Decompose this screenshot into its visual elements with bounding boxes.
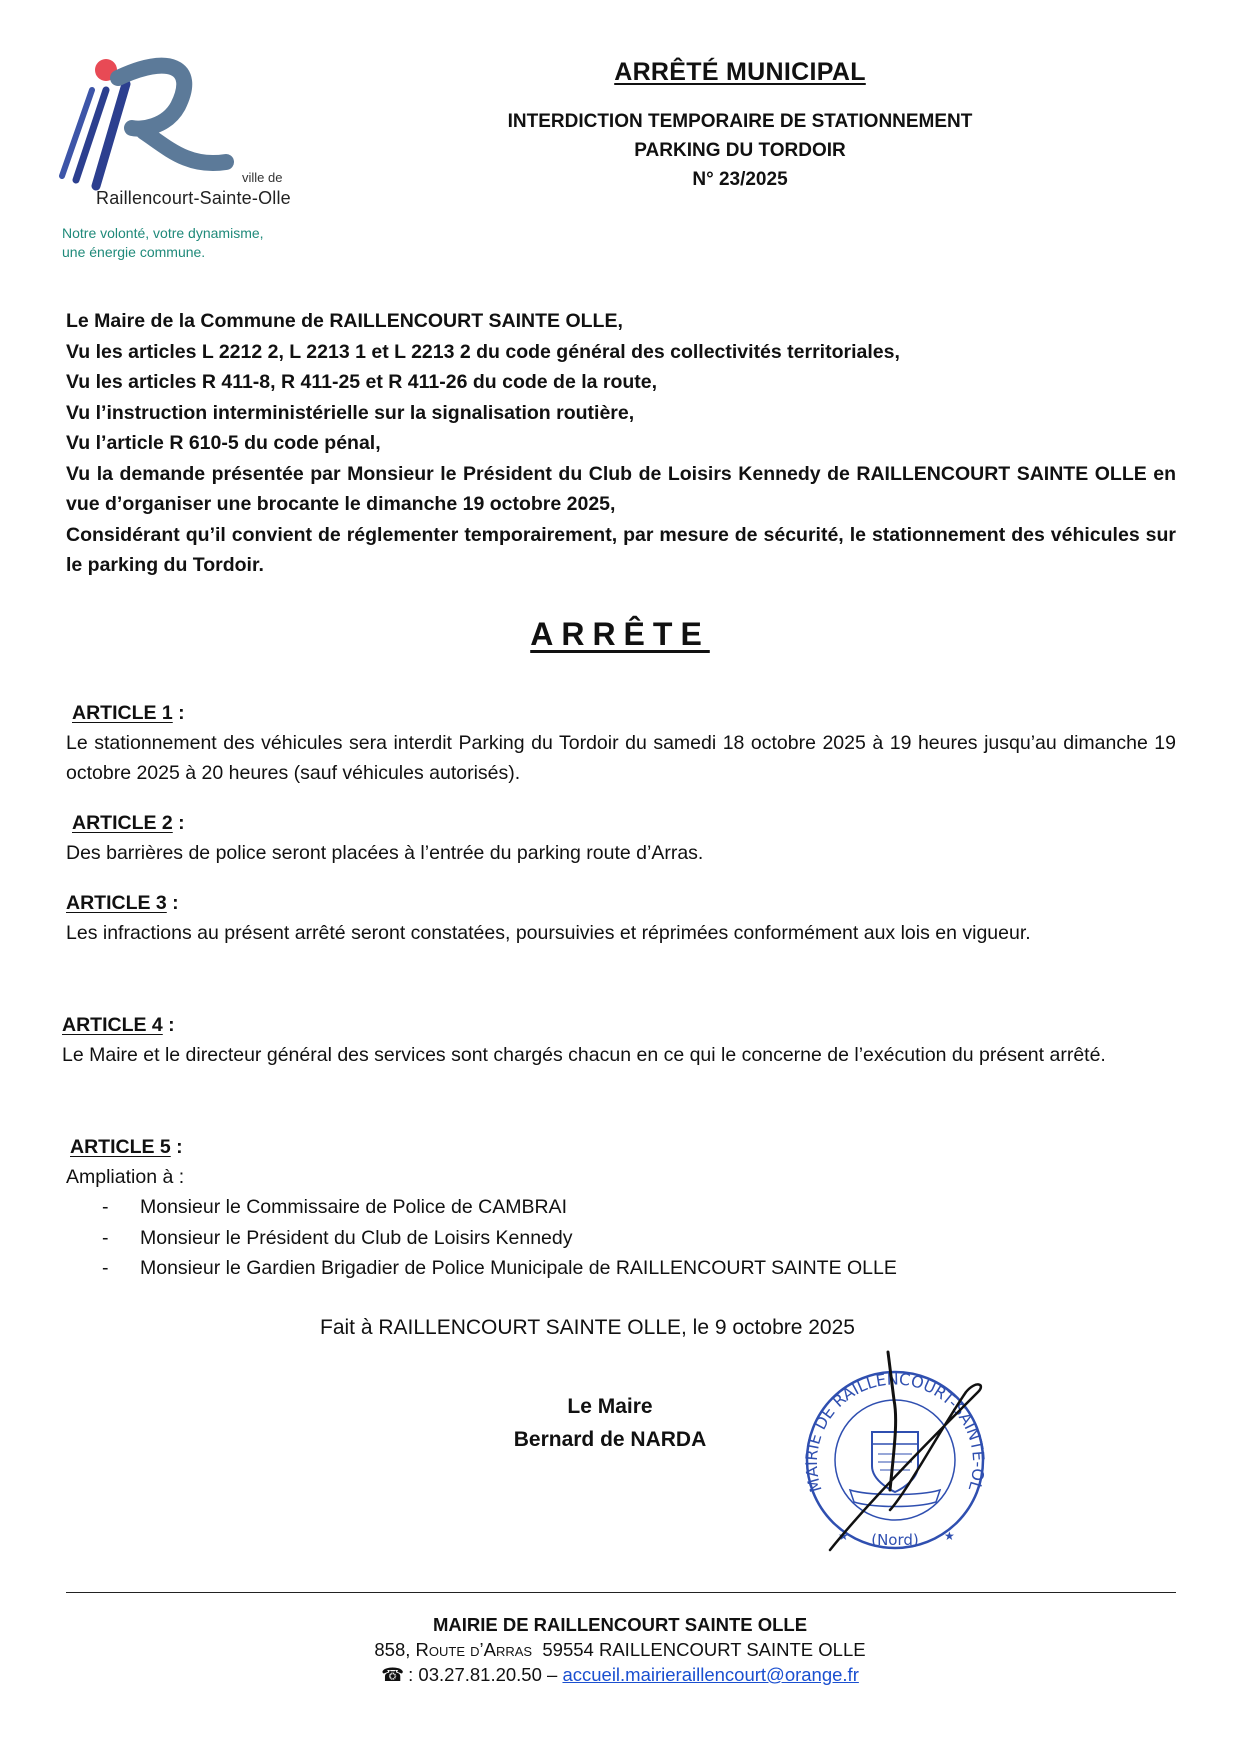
arrete-heading-text: ARRÊTE (530, 616, 710, 652)
article-colon: : (172, 812, 185, 834)
preamble-line: Vu l’article R 610-5 du code pénal, (66, 432, 381, 454)
distribution-list (66, 1192, 1176, 1284)
footer-address-city: 59554 RAILLENCOURT SAINTE OLLE (532, 1639, 866, 1660)
article-body: Des barrières de police seront placées à l’entrée du parking route d’Arras. (66, 842, 704, 864)
article-label: ARTICLE 4 (62, 1014, 163, 1036)
stamp-seal-icon (790, 1340, 1000, 1570)
article-body: Le stationnement des véhicules sera interdit Parking du Tordoir du samedi 18 octobre 2025 à 19 heures jusqu’au dimanche 19 octobre 2025 à 20 heures (sauf véhicules autorisés). (66, 732, 1176, 784)
footer-contact (0, 1662, 1240, 1687)
article-label: ARTICLE 3 (66, 892, 167, 914)
footer-address (0, 1637, 1240, 1662)
preamble-line: Le Maire de la Commune de RAILLENCOURT SAINTE OLLE, (66, 310, 623, 332)
article-colon: : (166, 892, 179, 914)
list-item: - Monsieur le Président du Club de Loisirs Kennedy (66, 1223, 1176, 1254)
article-body: Ampliation à : (66, 1166, 185, 1188)
mayor-name: Bernard de NARDA (513, 1428, 707, 1451)
footer-address-number: 858, (374, 1639, 416, 1660)
logo-ville-de: ville de (242, 170, 283, 185)
footer (0, 1612, 1240, 1687)
article-colon: : (172, 702, 185, 724)
footer-email-link[interactable]: accueil.mairieraillencourt@orange.fr (562, 1664, 859, 1685)
preamble-line: Vu les articles R 411-8, R 411-25 et R 411-26 du code de la route, (66, 371, 658, 393)
article-colon: : (170, 1136, 183, 1158)
preamble (66, 306, 1176, 581)
article-5 (66, 1132, 1176, 1284)
article-1 (66, 698, 1176, 788)
article-2 (66, 808, 1176, 868)
article-3 (66, 888, 1176, 948)
article-4 (50, 1010, 1176, 1070)
document-subtitle-1: INTERDICTION TEMPORAIRE DE STATIONNEMENT (507, 111, 973, 132)
article-heading (66, 698, 1176, 728)
article-body: Les infractions au présent arrêté seront constatées, poursuivies et réprimées conformément aux lois en vigueur. (66, 922, 1031, 944)
svg-text:★: ★ (944, 1529, 955, 1543)
footer-address-street: Route d’Arras (415, 1639, 533, 1660)
document-number: N° 23/2025 (692, 169, 788, 190)
slogan-line-2: une énergie commune. (62, 244, 206, 260)
article-heading (66, 888, 1176, 918)
article-heading (66, 1132, 1176, 1162)
logo-city-name: Raillencourt-Sainte-Olle (96, 188, 291, 208)
title-block (460, 58, 1020, 194)
mayor-role: Le Maire (567, 1395, 653, 1418)
footer-phone: : 03.27.81.20.50 – (408, 1664, 563, 1685)
svg-text:★: ★ (838, 1529, 849, 1543)
phone-icon: ☎ (381, 1664, 405, 1685)
preamble-line: Vu la demande présentée par Monsieur le Président du Club de Loisirs Kennedy de RAILLENCOURT SAINTE OLLE en vue d’organiser une brocante le dimanche 19 octobre 2025, (66, 462, 1176, 515)
article-label: ARTICLE 5 (70, 1136, 171, 1158)
list-item: - Monsieur le Commissaire de Police de CAMBRAI (66, 1192, 1176, 1223)
municipal-logo (48, 48, 308, 268)
stamp-bottom-text: (Nord) (871, 1531, 919, 1549)
article-body: Le Maire et le directeur général des services sont chargés chacun en ce qui le concerne de l’exécution du présent arrêté. (62, 1044, 1106, 1066)
logo-slogan (62, 224, 264, 262)
made-at-line: Fait à RAILLENCOURT SAINTE OLLE, le 9 octobre 2025 (320, 1316, 855, 1339)
list-item: - Monsieur le Gardien Brigadier de Police Municipale de RAILLENCOURT SAINTE OLLE (66, 1253, 1176, 1284)
preamble-line: Vu l’instruction interministérielle sur la signalisation routière, (66, 401, 635, 424)
article-colon: : (162, 1014, 175, 1036)
mayor-signature-block (480, 1390, 740, 1456)
footer-divider (66, 1592, 1176, 1593)
article-heading (66, 808, 1176, 838)
document-subtitle-2: PARKING DU TORDOIR (634, 140, 846, 161)
article-label: ARTICLE 2 (72, 812, 173, 834)
slogan-line-1: Notre volonté, votre dynamisme, (62, 225, 264, 241)
stamp-text: MAIRIE DE RAILLENCOURT-SAINTE-OL (801, 1369, 989, 1495)
arrete-heading (0, 616, 1240, 653)
article-label: ARTICLE 1 (72, 702, 173, 724)
document-title: ARRÊTÉ MUNICIPAL (614, 58, 866, 86)
article-heading (50, 1010, 1176, 1040)
footer-organization: MAIRIE DE RAILLENCOURT SAINTE OLLE (432, 1614, 808, 1635)
official-stamp (790, 1340, 1000, 1570)
preamble-line: Considérant qu’il convient de réglementer temporairement, par mesure de sécurité, le stationnement des véhicules sur le parking du Tordoir. (66, 523, 1176, 576)
preamble-line: Vu les articles L 2212 2, L 2213 1 et L 2213 2 du code général des collectivités territoriales, (66, 340, 900, 363)
